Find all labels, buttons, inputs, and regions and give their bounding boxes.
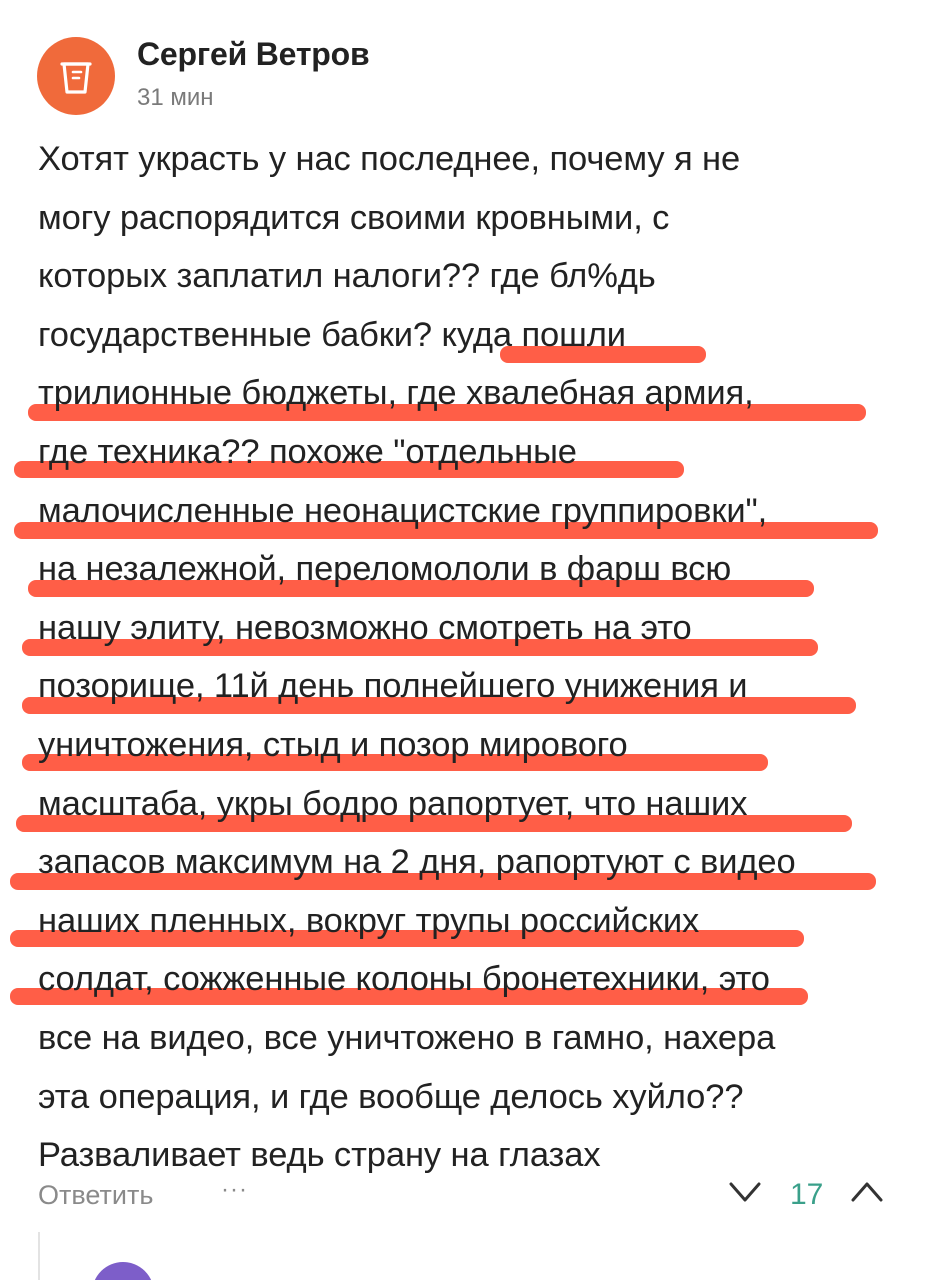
comment-actions [38, 1170, 898, 1220]
thread-line [38, 1232, 40, 1280]
comment-line: нашу элиту, невозможно смотреть на это [38, 599, 918, 658]
comment-line: Разваливает ведь страну на глазах [38, 1136, 601, 1175]
comment-line: малочисленные неонацистские группировки", [38, 482, 918, 541]
upvote-button[interactable] [850, 1180, 884, 1209]
comment-line: которых заплатил налоги?? где бл%дь [38, 257, 656, 296]
reply-button[interactable]: Ответить [38, 1180, 154, 1210]
comment-line: все на видео, все уничтожено в гамно, нахера [38, 1018, 776, 1057]
comment-line: солдат, сожженные колоны бронетехники, это [38, 950, 918, 1009]
comment-line: масштаба, укры бодро рапортует, что наших [38, 775, 918, 834]
comment-line: позорище, 11й день полнейшего унижения и [38, 657, 918, 716]
comment-body [38, 130, 918, 1185]
comment-line: эта операция, и где вообще делось хуйло?? [38, 1077, 744, 1116]
comment-line: запасов максимум на 2 дня, рапортуют с видео [38, 833, 918, 892]
comment-line: наших пленных, вокруг трупы российских [38, 892, 918, 951]
comment-line: Хотят украсть у нас последнее, почему я не [38, 140, 741, 178]
more-button[interactable]: ··· [221, 1176, 248, 1203]
author-avatar[interactable] [37, 37, 115, 115]
comment-line: могу распорядится своими кровными, с [38, 198, 670, 237]
comment-line: трилионные бюджеты, где хвалебная армия, [38, 364, 918, 423]
chevron-down-icon [728, 1180, 762, 1204]
downvote-button[interactable] [728, 1180, 762, 1209]
chevron-up-icon [850, 1180, 884, 1204]
comment-line: уничтожения, стыд и позор мирового [38, 716, 918, 775]
comment-line: на незалежной, переломололи в фарш всю [38, 540, 918, 599]
author-name[interactable]: Сергей Ветров [137, 36, 370, 72]
comment-line: где техника?? похоже "отдельные [38, 423, 918, 482]
reply-avatar[interactable] [92, 1262, 154, 1280]
timestamp: 31 мин [137, 84, 214, 111]
vote-score: 17 [790, 1178, 824, 1211]
comment-line: государственные бабки? куда пошли [38, 306, 918, 365]
cup-icon [56, 54, 96, 98]
reply-author-name-partial [188, 1266, 328, 1280]
